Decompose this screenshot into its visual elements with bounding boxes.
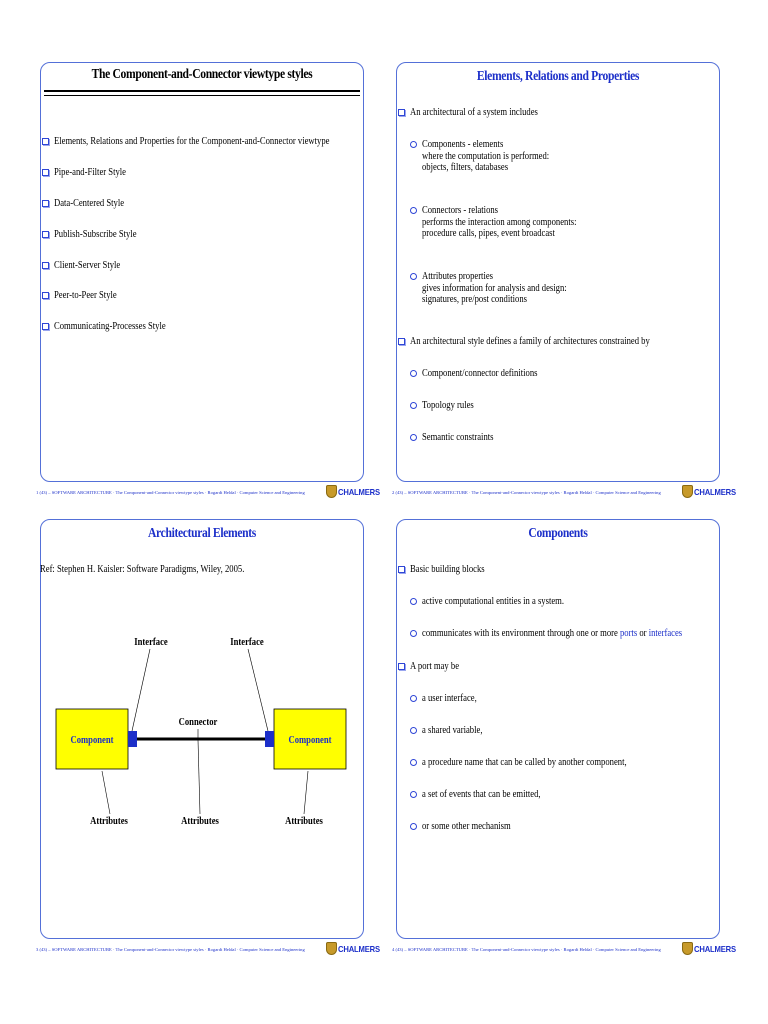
attributes-label-right: Attributes: [285, 815, 323, 828]
square-bullet-icon: [42, 323, 49, 330]
circle-bullet-icon: [410, 370, 417, 377]
reference-text: Ref: Stephen H. Kaisler: Software Paradigms, Wiley, 2005.: [40, 564, 245, 575]
crest-icon: [326, 942, 337, 955]
slide-title: Elements, Relations and Properties: [476, 68, 640, 83]
chalmers-logo: [682, 485, 736, 499]
component-label-right: Component: [288, 734, 332, 747]
circle-bullet-icon: [410, 791, 417, 798]
interface-label-right: Interface: [230, 636, 264, 649]
sub-item: or some other mechanism: [422, 821, 511, 832]
component-label-left: Component: [70, 734, 114, 747]
logo-text: CHALMERS: [694, 944, 736, 954]
slide-3: [36, 519, 380, 954]
interfaces-term: interfaces: [648, 628, 683, 639]
slide-number: 4 (43): [392, 947, 404, 952]
slide-footer: [392, 947, 661, 952]
attributes-label-mid: Attributes: [181, 815, 219, 828]
chalmers-logo: [326, 942, 380, 956]
sub-item-line: Attributes properties: [422, 271, 494, 282]
circle-bullet-icon: [410, 823, 417, 830]
sub-item: Topology rules: [422, 400, 474, 411]
interface-leader-right: [248, 649, 268, 731]
attr-leader-right: [304, 771, 308, 814]
list-item: Communicating-Processes Style: [54, 321, 166, 332]
sub-item-text: or: [637, 628, 649, 639]
square-bullet-icon: [398, 338, 405, 345]
square-bullet-icon: [42, 231, 49, 238]
slide-number: 1 (43): [36, 490, 48, 495]
sub-item-line: Connectors - relations: [422, 205, 499, 216]
sub-item-line: signatures, pre/post conditions: [422, 294, 527, 305]
crest-icon: [326, 485, 337, 498]
slide-footer: [392, 490, 661, 495]
circle-bullet-icon: [410, 273, 417, 280]
square-bullet-icon: [42, 262, 49, 269]
sub-item: a shared variable,: [422, 725, 483, 736]
circle-bullet-icon: [410, 695, 417, 702]
logo-text: CHALMERS: [338, 944, 380, 954]
square-bullet-icon: [42, 200, 49, 207]
footer-text: – SOFTWARE ARCHITECTURE · The Component-and-Connector viewtype styles · Rogardt Heldal · Computer Science and Engineering: [48, 490, 305, 495]
square-bullet-icon: [42, 292, 49, 299]
circle-bullet-icon: [410, 727, 417, 734]
list-item: Elements, Relations and Properties for the Component-and-Connector viewtype: [54, 136, 330, 147]
sub-item-line: gives information for analysis and design:: [422, 282, 567, 294]
sub-item-line: performs the interaction among components:: [422, 216, 577, 228]
sub-item-text: communicates with its environment through one or more: [422, 628, 620, 639]
slide-4: [392, 519, 736, 954]
circle-bullet-icon: [410, 630, 417, 637]
sub-item-line: procedure calls, pipes, event broadcast: [422, 228, 555, 239]
sub-item-line: where the computation is performed:: [422, 150, 550, 162]
architecture-diagram: [40, 619, 364, 879]
chalmers-logo: [326, 485, 380, 499]
circle-bullet-icon: [410, 141, 417, 148]
list-item: Client-Server Style: [54, 260, 121, 271]
footer-text: – SOFTWARE ARCHITECTURE · The Component-and-Connector viewtype styles · Rogardt Heldal · Computer Science and Engineering: [404, 490, 661, 495]
square-bullet-icon: [398, 566, 405, 573]
sub-item: [422, 628, 682, 640]
ports-term: ports: [619, 628, 638, 639]
logo-text: CHALMERS: [338, 487, 380, 497]
sub-item: a set of events that can be emitted,: [422, 789, 541, 800]
slide-footer: [36, 947, 305, 952]
attr-leader-left: [102, 771, 110, 814]
interface-label-left: Interface: [134, 636, 168, 649]
slide-2: [392, 62, 736, 497]
list-item: Pipe-and-Filter Style: [54, 167, 126, 178]
circle-bullet-icon: [410, 434, 417, 441]
circle-bullet-icon: [410, 207, 417, 214]
sub-item: [422, 205, 576, 240]
list-item: Data-Centered Style: [54, 198, 125, 209]
title-double-rule: [44, 90, 360, 96]
slide-title: Components: [528, 525, 588, 540]
sub-item: a user interface,: [422, 693, 477, 704]
attr-leader-mid: [198, 740, 200, 814]
slide-number: 2 (43): [392, 490, 404, 495]
sub-item: active computational entities in a system.: [422, 596, 565, 607]
sub-item-line: objects, filters, databases: [422, 162, 509, 173]
list-item: An architectural of a system includes: [410, 107, 538, 118]
list-item: A port may be: [410, 661, 460, 672]
slide-1: [36, 62, 380, 497]
crest-icon: [682, 942, 693, 955]
slide-number: 3 (43): [36, 947, 48, 952]
slide-frame: [40, 62, 364, 482]
square-bullet-icon: [42, 138, 49, 145]
list-item: Basic building blocks: [410, 564, 485, 575]
connector-label: Connector: [178, 716, 218, 729]
attributes-label-left: Attributes: [90, 815, 128, 828]
slide-title: The Component-and-Connector viewtype styles: [91, 66, 313, 81]
circle-bullet-icon: [410, 598, 417, 605]
circle-bullet-icon: [410, 402, 417, 409]
list-item: Peer-to-Peer Style: [54, 290, 117, 301]
sub-item: a procedure name that can be called by another component,: [422, 757, 627, 768]
sub-item: Component/connector definitions: [422, 368, 538, 379]
list-item: Publish-Subscribe Style: [54, 229, 137, 240]
footer-text: – SOFTWARE ARCHITECTURE · The Component-and-Connector viewtype styles · Rogardt Heldal · Computer Science and Engineering: [404, 947, 661, 952]
sub-item: Semantic constraints: [422, 432, 494, 443]
square-bullet-icon: [398, 663, 405, 670]
chalmers-logo: [682, 942, 736, 956]
slide-title: Architectural Elements: [148, 525, 256, 540]
sub-item-line: Components - elements: [422, 139, 504, 150]
footer-text: – SOFTWARE ARCHITECTURE · The Component-and-Connector viewtype styles · Rogardt Heldal · Computer Science and Engineering: [48, 947, 305, 952]
slide-footer: [36, 490, 305, 495]
square-bullet-icon: [398, 109, 405, 116]
port-left: [128, 731, 137, 747]
sub-item: [422, 271, 567, 306]
crest-icon: [682, 485, 693, 498]
square-bullet-icon: [42, 169, 49, 176]
interface-leader-left: [132, 649, 150, 731]
logo-text: CHALMERS: [694, 487, 736, 497]
sub-item: [422, 139, 549, 174]
circle-bullet-icon: [410, 759, 417, 766]
port-right: [265, 731, 274, 747]
list-item: An architectural style defines a family of architectures constrained by: [410, 336, 650, 347]
